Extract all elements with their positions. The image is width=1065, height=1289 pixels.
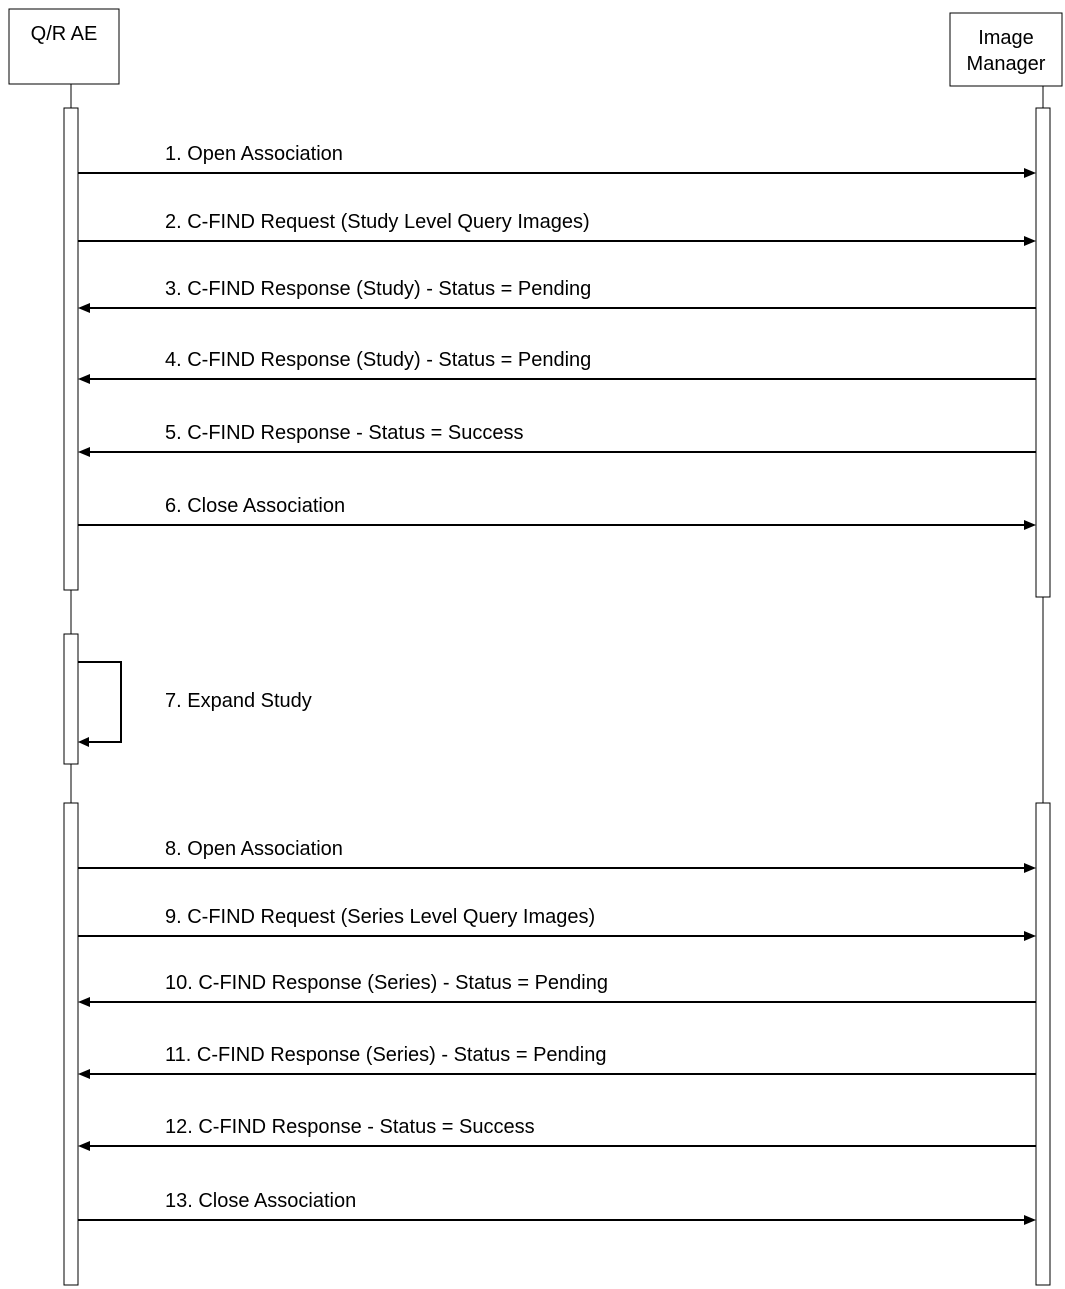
message-4-label: 4. C-FIND Response (Study) - Status = Pending (165, 349, 592, 371)
message-8 (78, 838, 1036, 873)
message-12-label: 12. C-FIND Response - Status = Success (165, 1116, 535, 1138)
qr-ae-actor-box (9, 9, 119, 84)
message-3 (78, 278, 1036, 313)
messages-group (78, 143, 1036, 1225)
message-1-label: 1. Open Association (165, 143, 343, 165)
message-4-arrowhead (78, 374, 90, 384)
message-13-label: 13. Close Association (165, 1190, 357, 1212)
message-7-arrowhead (78, 737, 89, 747)
message-8-label: 8. Open Association (165, 838, 343, 860)
message-11 (78, 1044, 1036, 1079)
message-11-arrowhead (78, 1069, 90, 1079)
message-9-label: 9. C-FIND Request (Series Level Query Images) (165, 906, 596, 928)
message-13-arrowhead (1024, 1215, 1036, 1225)
message-4 (78, 349, 1036, 384)
qr-ae-activation-2 (64, 634, 78, 764)
message-6-arrowhead (1024, 520, 1036, 530)
message-5-label: 5. C-FIND Response - Status = Success (165, 422, 524, 444)
message-9-arrowhead (1024, 931, 1036, 941)
message-3-arrowhead (78, 303, 90, 313)
message-3-label: 3. C-FIND Response (Study) - Status = Pending (165, 278, 592, 300)
message-7-line (78, 662, 121, 742)
message-5-arrowhead (78, 447, 90, 457)
message-6 (78, 495, 1036, 530)
qr-ae-activation-3 (64, 803, 78, 1285)
message-7 (78, 662, 312, 747)
message-2 (78, 211, 1036, 246)
qr-ae-actor-label: Q/R AE (30, 23, 98, 45)
message-11-label: 11. C-FIND Response (Series) - Status = Pending (165, 1044, 607, 1066)
message-10-arrowhead (78, 997, 90, 1007)
image-manager-actor-box (950, 13, 1062, 86)
message-7-label: 7. Expand Study (165, 690, 312, 712)
qr-ae-activation-1 (64, 108, 78, 590)
image-manager-actor (950, 13, 1062, 86)
message-2-arrowhead (1024, 236, 1036, 246)
message-1 (78, 143, 1036, 178)
message-10 (78, 972, 1036, 1007)
message-10-label: 10. C-FIND Response (Series) - Status = Pending (165, 972, 608, 994)
message-5 (78, 422, 1036, 457)
message-9 (78, 906, 1036, 941)
qr-ae-actor (9, 9, 119, 84)
message-1-arrowhead (1024, 168, 1036, 178)
message-12-arrowhead (78, 1141, 90, 1151)
message-8-arrowhead (1024, 863, 1036, 873)
message-12 (78, 1116, 1036, 1151)
image-manager-activation-1 (1036, 108, 1050, 597)
message-2-label: 2. C-FIND Request (Study Level Query Images) (165, 211, 590, 233)
image-manager-actor-label-line1: Image (978, 27, 1034, 49)
message-6-label: 6. Close Association (165, 495, 346, 517)
image-manager-actor-label-line2: Manager (966, 53, 1046, 75)
image-manager-activation-2 (1036, 803, 1050, 1285)
message-13 (78, 1190, 1036, 1225)
